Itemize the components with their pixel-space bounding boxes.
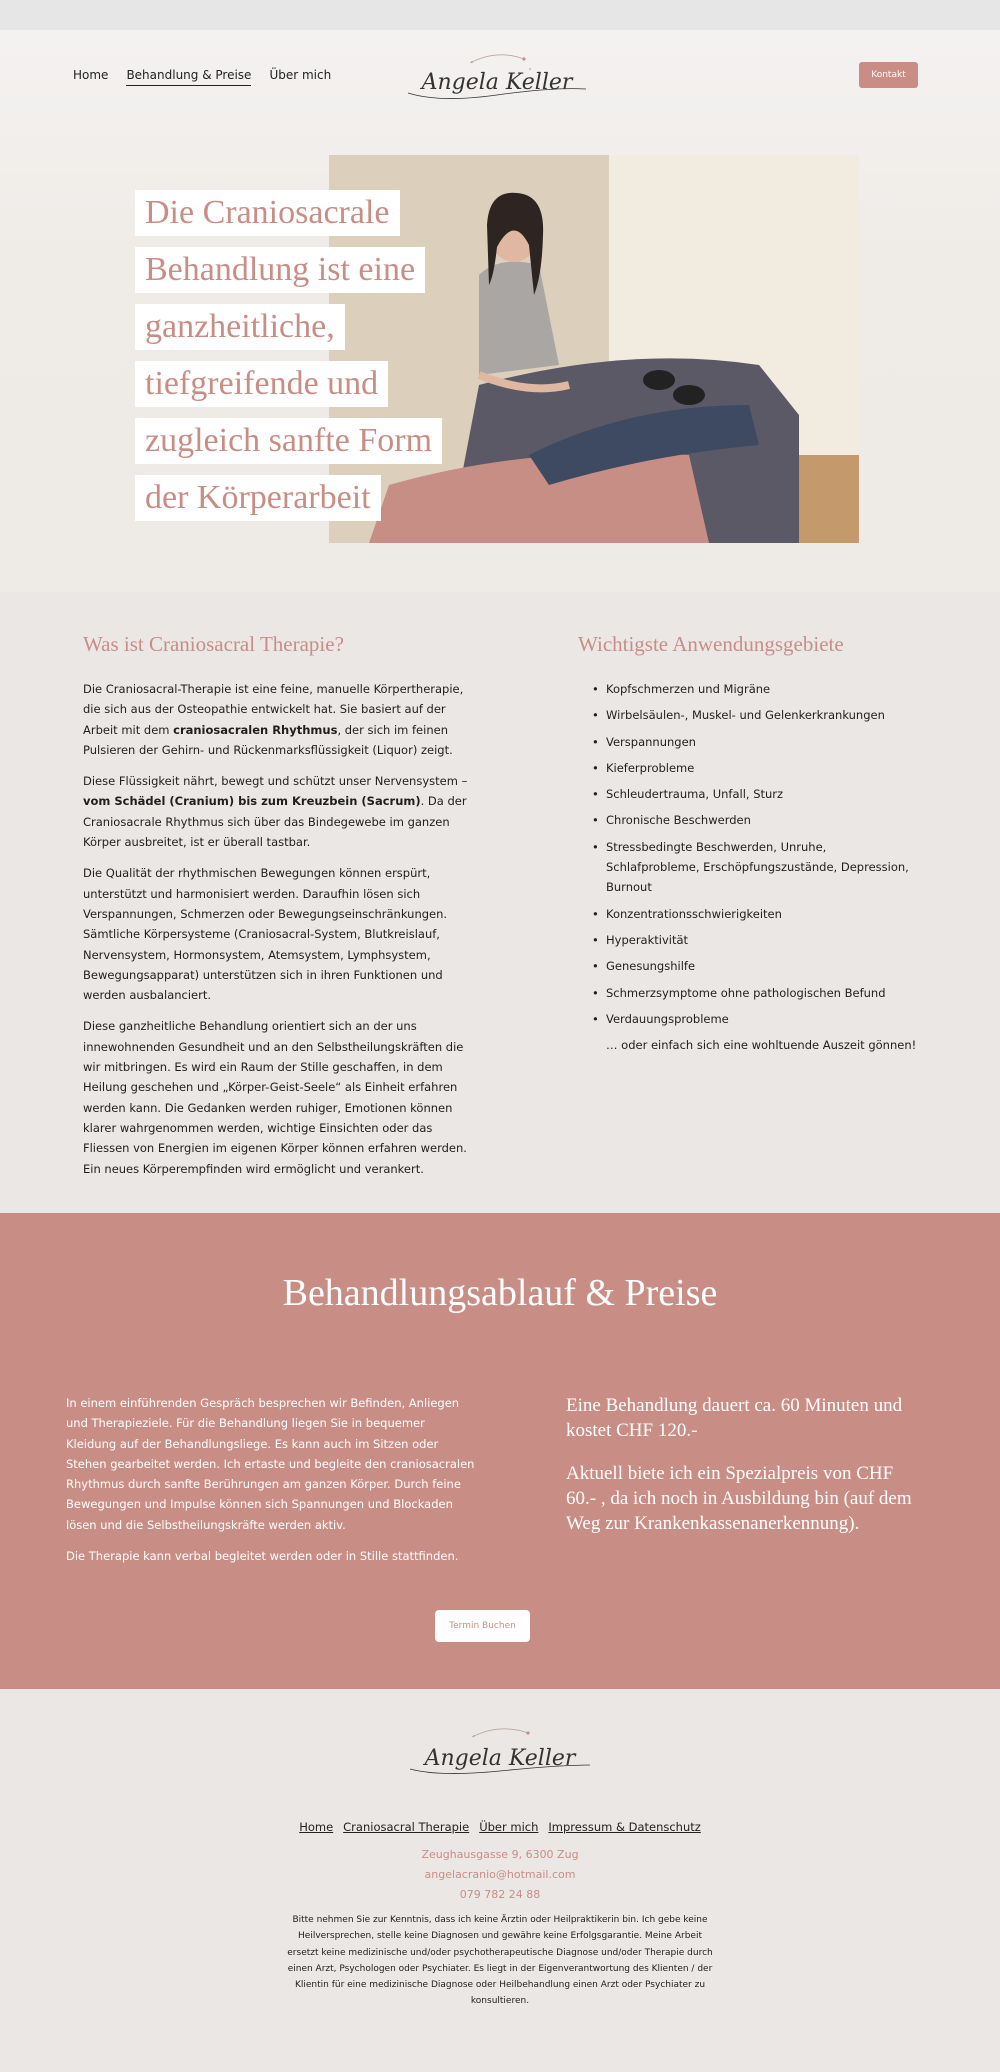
book-appointment-button[interactable]: Termin Buchen xyxy=(435,1610,530,1642)
list-item: • Konzentrationsschwierigkeiten xyxy=(594,904,918,924)
procedure-paragraph-1: In einem einführenden Gespräch besprechen wir Befinden, Anliegen und Therapieziele. Für die Behandlung liegen Sie in bequemer Kleidung auf der Behandlungsliege. Es kann auch im Sitzen oder Stehen gearbeitet werden. Ich ertaste und begleite den craniosacralen Rhythmus durch sanfte Berührungen am ganzen Körper. Durch feine Bewegungen und Impulse können sich Spannungen und Blockaden lösen und die Selbstheilungskräfte werden aktiv. xyxy=(66,1396,475,1532)
address-text: Zeughausgasse 9, 6300 Zug xyxy=(421,1848,579,1861)
description-paragraph-1: Die Craniosacral-Therapie ist eine feine, manuelle Körpertherapie, die sich aus der Osteopathie entwickelt hat. Sie basiert auf der Arbeit mit dem craniosacralen Rhythmus, der sich im feinen Pulsieren der Gehirn- und Rückenmarksflüssigkeit (Liquor) zeigt. xyxy=(83,682,464,757)
nav-item-ueber-mich[interactable]: Über mich xyxy=(269,68,332,82)
logo-text: Angela Keller xyxy=(421,70,573,95)
description-paragraph-2: Diese Flüssigkeit nährt, bewegt und schützt unser Nervensystem – vom Schädel (Cranium) bis zum Kreuzbein (Sacrum). Da der Craniosacrale Rhythmus sich über das Bindegewebe im ganzen Körper ausbreitet, ist er überall tastbar. xyxy=(83,774,468,850)
list-item: • Schmerzsymptome ohne pathologischen Befund xyxy=(594,983,918,1003)
footer xyxy=(0,1689,1000,2072)
list-item: • Hyperaktivität xyxy=(594,930,918,950)
hero-title-line: ganzheitliche, xyxy=(135,304,345,350)
applications-heading: Wichtigste Anwendungsgebiete xyxy=(578,632,844,656)
list-item: • Verspannungen xyxy=(594,732,918,752)
applications-list xyxy=(578,679,918,1029)
browser-top-bar xyxy=(0,0,1000,30)
disclaimer-text: Bitte nehmen Sie zur Kenntnis, dass ich keine Ärztin oder Heilpraktikerin bin. Ich gebe keine Heilversprechen, stelle keine Diagnosen und gewähre keine Erfolgsgarantie. Meine Arbeit ersetzt keine medizinische und/oder psychotherapeutische Diagnose und/oder Therapie durch einen Arzt, Psychologen oder Psychiater. Es liegt in der Eigenverantwortung des Klienten / der Klientin für eine medizinische Diagnose oder Heilbehandlung einen Arzt oder Psychiater zu konsultieren. xyxy=(287,1915,713,2007)
nav-item-behandlung-preise[interactable]: Behandlung & Preise xyxy=(126,68,251,86)
prices-section xyxy=(0,1213,1000,1689)
list-item: • Schleudertrauma, Unfall, Sturz xyxy=(594,784,918,804)
procedure-paragraph-2: Die Therapie kann verbal begleitet werden oder in Stille stattfinden. xyxy=(66,1549,459,1564)
hero-title-line: tiefgreifende und xyxy=(135,361,388,407)
list-item: • Kieferprobleme xyxy=(594,758,918,778)
contact-details xyxy=(0,1845,1000,1905)
hero-title-line: zugleich sanfte Form xyxy=(135,418,442,464)
hero-title-line: Die Craniosacrale xyxy=(135,190,400,236)
special-price-text: Aktuell biete ich ein Spezialpreis von CHF 60.- , da ich noch in Ausbildung bin (auf dem Weg zur Krankenkassenanerkennung). xyxy=(566,1463,912,1534)
contact-button[interactable]: Kontakt xyxy=(859,62,918,88)
hero-title xyxy=(135,190,495,532)
footer-link-craniosacral[interactable]: Craniosacral Therapie xyxy=(343,1820,470,1834)
list-item: • Genesungshilfe xyxy=(594,956,918,976)
description-paragraph-4: Diese ganzheitliche Behandlung orientiert sich an der uns innewohnenden Gesundheit und an den Selbstheilungskräften die wir mitbringen. Es wird ein Raum der Stille geschaffen, in dem Heilung geschehen und „Körper-Geist-Seele“ als Einheit erfahren werden kann. Die Gedanken werden ruhiger, Emotionen können klarer wahrgenommen werden, wichtige Einsichten oder das Fliessen von Energien im eigenen Körper können erfahren werden. Ein neues Körperempfinden wird ermöglicht und verankert. xyxy=(83,1019,467,1176)
footer-link-home[interactable]: Home xyxy=(299,1820,334,1834)
logo-signature-icon xyxy=(400,45,594,115)
price-info xyxy=(566,1393,926,1554)
description-paragraph-3: Die Qualität der rhythmischen Bewegungen können erspürt, unterstützt und harmonisiert werden. Daraufhin lösen sich Verspannungen, Schmerzen oder Bewegungseinschränkungen. Sämtliche Körpersysteme (Craniosacral-System, Blutkreislauf, Nervensystem, Hormonsystem, Atemsystem, Lymphsystem, Bewegungsapparat) unterstützen sich in ihren Funktionen und werden ausbalanciert. xyxy=(83,866,448,1003)
applications-column xyxy=(578,632,918,1055)
what-is-heading: Was ist Craniosacral Therapie? xyxy=(83,632,344,656)
info-section xyxy=(0,592,1000,1213)
list-item: • Wirbelsäulen-, Muskel- und Gelenkerkrankungen xyxy=(594,705,918,725)
hero-section xyxy=(0,30,1000,592)
email-link[interactable]: angelacranio@hotmail.com xyxy=(424,1868,576,1881)
footer-logo[interactable] xyxy=(400,1721,600,1791)
hero-title-line: Behandlung ist eine xyxy=(135,247,425,293)
footer-nav xyxy=(0,1820,1000,1834)
list-item: • Kopfschmerzen und Migräne xyxy=(594,679,918,699)
hero-title-line: der Körperarbeit xyxy=(135,475,381,521)
brand-logo[interactable] xyxy=(400,45,594,115)
therapy-description xyxy=(83,632,478,1190)
list-item: • Verdauungsprobleme xyxy=(594,1009,918,1029)
main-nav xyxy=(73,68,331,86)
footer-link-ueber-mich[interactable]: Über mich xyxy=(479,1820,539,1834)
phone-link[interactable]: 079 782 24 88 xyxy=(459,1888,541,1901)
price-duration-text: Eine Behandlung dauert ca. 60 Minuten und kostet CHF 120.- xyxy=(566,1395,903,1441)
list-item: • Chronische Beschwerden xyxy=(594,810,918,830)
logo-text: Angela Keller xyxy=(424,1746,576,1771)
nav-item-home[interactable]: Home xyxy=(73,68,109,82)
procedure-text xyxy=(66,1393,476,1577)
footer-link-impressum[interactable]: Impressum & Datenschutz xyxy=(548,1820,701,1834)
applications-tail: … oder einfach sich eine wohltuende Auszeit gönnen! xyxy=(606,1038,917,1053)
list-item: • Stressbedingte Beschwerden, Unruhe, Schlafprobleme, Erschöpfungszustände, Depression, Burnout xyxy=(594,837,918,898)
prices-heading: Behandlungsablauf & Preise xyxy=(282,1272,718,1314)
logo-signature-icon xyxy=(400,1721,600,1791)
